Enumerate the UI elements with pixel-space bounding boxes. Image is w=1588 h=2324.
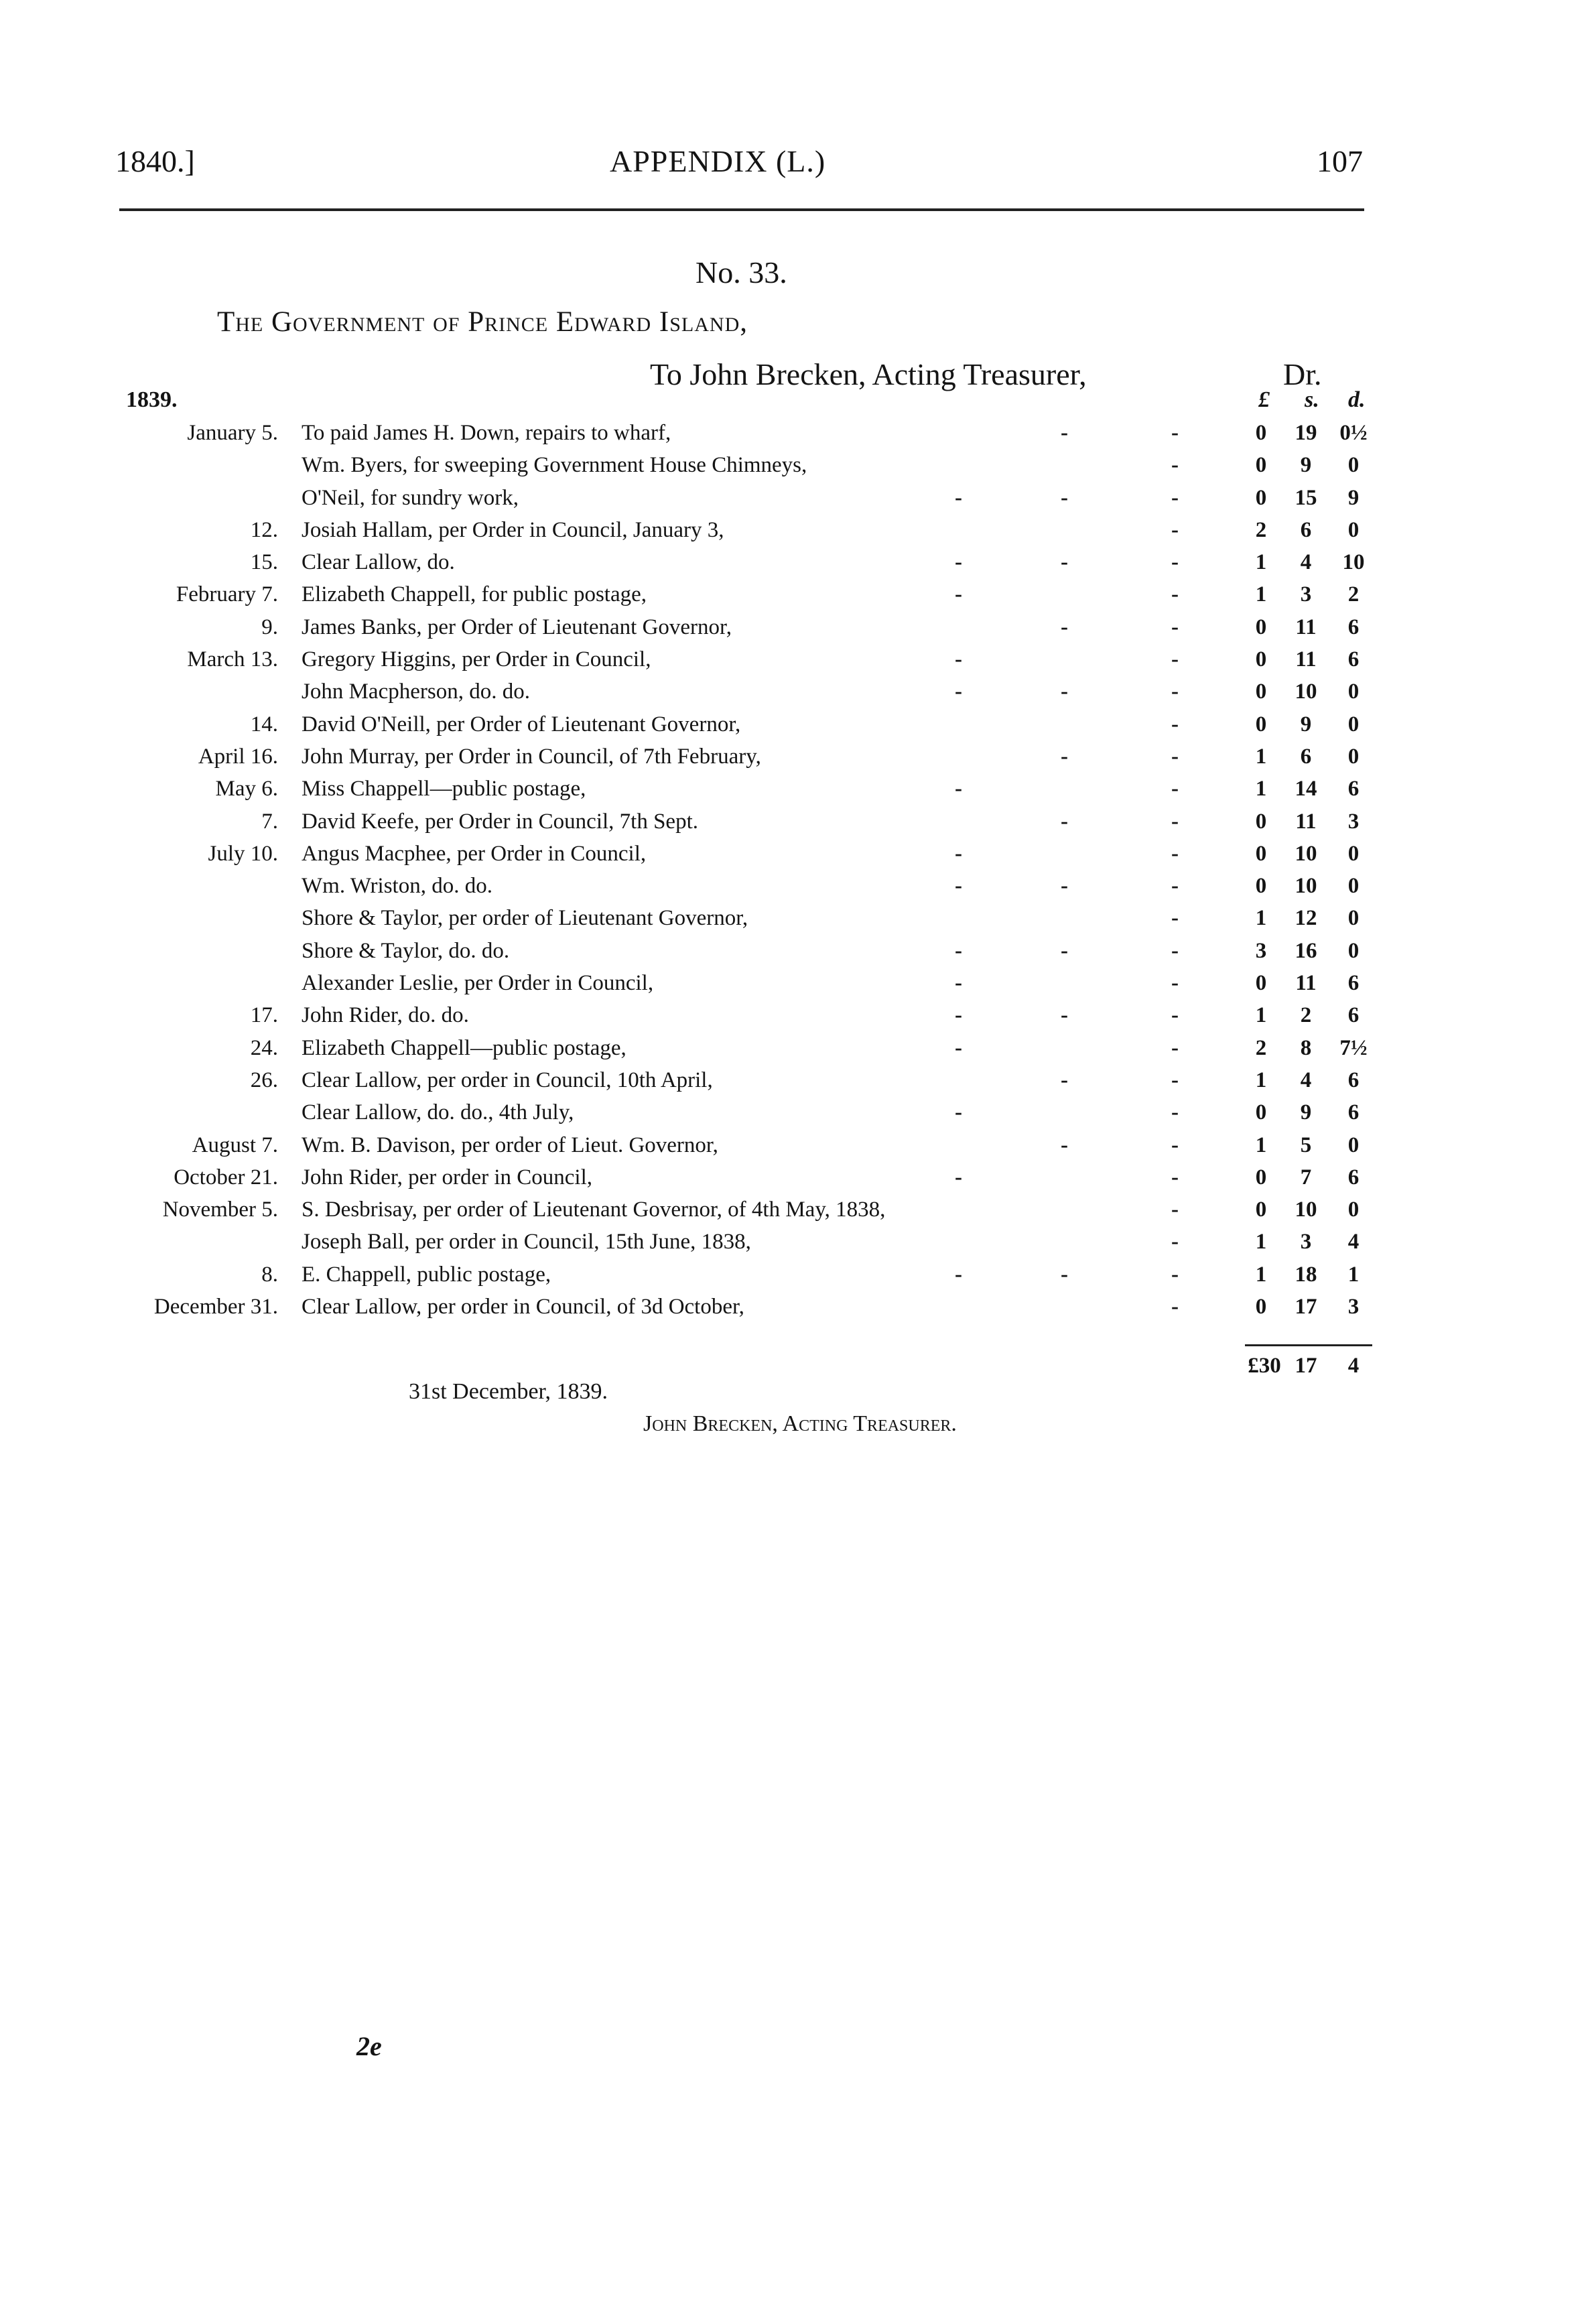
ledger-row xyxy=(0,1263,1588,1295)
entry-description: Gregory Higgins, per Order in Council, xyxy=(302,647,651,672)
leader-dash: - xyxy=(1061,615,1068,639)
entry-pence: 6 xyxy=(1347,1165,1360,1189)
entry-pence: 6 xyxy=(1347,1100,1360,1125)
entry-date: 14. xyxy=(250,712,278,736)
entry-shillings: 4 xyxy=(1300,1068,1312,1092)
entry-description: E. Chappell, public postage, xyxy=(302,1262,551,1287)
leader-dash: - xyxy=(955,1165,962,1189)
entry-date: October 21. xyxy=(174,1165,278,1189)
leader-dash: - xyxy=(1061,485,1068,510)
leader-dash: - xyxy=(955,485,962,510)
leader-dash: - xyxy=(1061,809,1068,834)
ledger-row xyxy=(0,1003,1588,1035)
entry-description: Alexander Leslie, per Order in Council, xyxy=(302,971,654,996)
pence-header: d. xyxy=(1348,387,1366,412)
leader-dash: - xyxy=(1171,1198,1179,1222)
entry-description: David Keefe, per Order in Council, 7th Sept. xyxy=(302,809,699,834)
leader-dash: - xyxy=(955,582,962,607)
entry-description: Miss Chappell—public postage, xyxy=(302,777,586,801)
entry-pence: 6 xyxy=(1347,647,1360,672)
shillings-header: s. xyxy=(1305,387,1319,412)
entry-pounds: 0 xyxy=(1255,874,1267,899)
entry-pence: 4 xyxy=(1347,1230,1360,1254)
entry-shillings: 9 xyxy=(1300,712,1312,736)
entry-pence: 0 xyxy=(1347,938,1360,963)
leader-dash: - xyxy=(955,550,962,575)
entry-pounds: 1 xyxy=(1255,1068,1267,1092)
entry-description: Wm. Wriston, do. do. xyxy=(302,874,492,899)
leader-dash: - xyxy=(1171,938,1179,963)
leader-dash: - xyxy=(955,874,962,899)
entry-date: August 7. xyxy=(192,1133,278,1157)
entry-date: January 5. xyxy=(187,421,278,445)
entry-pounds: 0 xyxy=(1255,647,1267,672)
leader-dash: - xyxy=(1171,712,1179,736)
entry-description: John Rider, do. do. xyxy=(302,1003,469,1028)
entry-pounds: 0 xyxy=(1255,453,1267,478)
ledger-row xyxy=(0,971,1588,1003)
leader-dash: - xyxy=(1171,615,1179,639)
entry-pounds: 0 xyxy=(1255,841,1267,866)
entry-description: Elizabeth Chappell—public postage, xyxy=(302,1035,626,1060)
leader-dash: - xyxy=(1171,1068,1179,1092)
running-head-year: 1840.] xyxy=(115,144,195,178)
entry-description: Shore & Taylor, do. do. xyxy=(302,938,510,963)
leader-dash: - xyxy=(955,841,962,866)
leader-dash: - xyxy=(1061,744,1068,769)
ledger-row xyxy=(0,939,1588,971)
entry-pounds: 2 xyxy=(1255,517,1267,542)
ledger-entries xyxy=(0,421,1588,1327)
entry-pence: 0 xyxy=(1347,517,1360,542)
entry-pounds: 1 xyxy=(1255,1262,1267,1287)
entry-date: 15. xyxy=(250,550,278,575)
leader-dash: - xyxy=(1171,841,1179,866)
entry-pence: 0 xyxy=(1347,874,1360,899)
ledger-row xyxy=(0,486,1588,518)
leader-dash: - xyxy=(1171,809,1179,834)
leader-dash: - xyxy=(1061,550,1068,575)
entry-pence: 0 xyxy=(1347,841,1360,866)
entry-pounds: 1 xyxy=(1255,1133,1267,1157)
entry-description: Elizabeth Chappell, for public postage, xyxy=(302,582,647,607)
total-pence: 4 xyxy=(1347,1354,1360,1378)
ledger-row xyxy=(0,842,1588,874)
entry-pounds: 1 xyxy=(1255,906,1267,931)
entry-shillings: 19 xyxy=(1295,421,1317,445)
entry-shillings: 11 xyxy=(1295,647,1317,672)
leader-dash: - xyxy=(1061,1003,1068,1028)
entry-pounds: 0 xyxy=(1255,712,1267,736)
entry-pounds: 0 xyxy=(1255,680,1267,704)
entry-pounds: 1 xyxy=(1255,777,1267,801)
entry-date: 7. xyxy=(261,809,278,834)
entry-date: 9. xyxy=(261,615,278,639)
leader-dash: - xyxy=(1171,582,1179,607)
ledger-row xyxy=(0,615,1588,647)
entry-pence: 0 xyxy=(1347,680,1360,704)
leader-dash: - xyxy=(1171,485,1179,510)
leader-dash: - xyxy=(1061,1068,1068,1092)
total-rule xyxy=(1245,1344,1372,1346)
entry-description: John Macpherson, do. do. xyxy=(302,680,530,704)
ledger-row xyxy=(0,1133,1588,1165)
entry-date: April 16. xyxy=(198,744,278,769)
closing-date: 31st December, 1839. xyxy=(409,1379,608,1404)
entry-pence: 1 xyxy=(1347,1262,1360,1287)
entry-description: John Murray, per Order in Council, of 7th February, xyxy=(302,744,761,769)
sheet-signature-mark: 2e xyxy=(356,2031,382,2061)
entry-shillings: 11 xyxy=(1295,809,1317,834)
leader-dash: - xyxy=(1171,971,1179,996)
leader-dash: - xyxy=(1171,744,1179,769)
leader-dash: - xyxy=(1171,1035,1179,1060)
entry-pence: 6 xyxy=(1347,615,1360,639)
leader-dash: - xyxy=(955,647,962,672)
entry-description: James Banks, per Order of Lieutenant Governor, xyxy=(302,615,732,639)
entry-pounds: 1 xyxy=(1255,1230,1267,1254)
entry-shillings: 15 xyxy=(1295,485,1317,510)
entry-pounds: 0 xyxy=(1255,421,1267,445)
entry-shillings: 7 xyxy=(1300,1165,1312,1189)
entry-shillings: 16 xyxy=(1295,938,1317,963)
leader-dash: - xyxy=(1171,680,1179,704)
total-row xyxy=(0,1354,1588,1380)
entry-pence: 3 xyxy=(1347,1295,1360,1319)
leader-dash: - xyxy=(1171,1262,1179,1287)
entry-pence: 6 xyxy=(1347,1068,1360,1092)
ledger-row xyxy=(0,582,1588,615)
entry-description: S. Desbrisay, per order of Lieutenant Governor, of 4th May, 1838, xyxy=(302,1198,886,1222)
leader-dash: - xyxy=(1171,874,1179,899)
entry-shillings: 10 xyxy=(1295,680,1317,704)
entry-date: March 13. xyxy=(187,647,278,672)
entry-shillings: 6 xyxy=(1300,517,1312,542)
entry-shillings: 6 xyxy=(1300,744,1312,769)
entry-date: May 6. xyxy=(215,777,278,801)
leader-dash: - xyxy=(1171,1003,1179,1028)
entry-shillings: 9 xyxy=(1300,453,1312,478)
entry-shillings: 10 xyxy=(1295,841,1317,866)
entry-date: February 7. xyxy=(176,582,278,607)
ledger-row xyxy=(0,906,1588,938)
entry-shillings: 3 xyxy=(1300,1230,1312,1254)
entry-pounds: 0 xyxy=(1255,615,1267,639)
ledger-row xyxy=(0,1165,1588,1198)
entry-shillings: 2 xyxy=(1300,1003,1312,1028)
entry-pounds: 1 xyxy=(1255,1003,1267,1028)
entry-pence: 0½ xyxy=(1339,421,1368,445)
entry-shillings: 10 xyxy=(1295,874,1317,899)
leader-dash: - xyxy=(955,1003,962,1028)
ledger-row xyxy=(0,777,1588,809)
entry-pounds: 0 xyxy=(1255,1198,1267,1222)
page-number: 107 xyxy=(1317,144,1363,178)
entry-pounds: 2 xyxy=(1255,1035,1267,1060)
ledger-row xyxy=(0,518,1588,550)
leader-dash: - xyxy=(955,938,962,963)
entry-pence: 0 xyxy=(1347,744,1360,769)
total-pounds: £30 xyxy=(1248,1354,1281,1378)
total-shillings: 17 xyxy=(1295,1354,1317,1378)
entry-pounds: 0 xyxy=(1255,485,1267,510)
entry-pence: 0 xyxy=(1347,906,1360,931)
leader-dash: - xyxy=(1171,421,1179,445)
leader-dash: - xyxy=(1171,1295,1179,1319)
entry-date: 8. xyxy=(261,1262,278,1287)
leader-dash: - xyxy=(955,680,962,704)
entry-pence: 0 xyxy=(1347,1198,1360,1222)
leader-dash: - xyxy=(1171,777,1179,801)
entry-shillings: 3 xyxy=(1300,582,1312,607)
entry-date: 26. xyxy=(250,1068,278,1092)
entry-shillings: 5 xyxy=(1300,1133,1312,1157)
entry-description: Wm. Byers, for sweeping Government House Chimneys, xyxy=(302,453,807,478)
ledger-row xyxy=(0,453,1588,485)
leader-dash: - xyxy=(1171,1100,1179,1125)
entry-pounds: 0 xyxy=(1255,1165,1267,1189)
entry-description: O'Neil, for sundry work, xyxy=(302,485,519,510)
entry-date: November 5. xyxy=(162,1198,278,1222)
leader-dash: - xyxy=(1171,1133,1179,1157)
entry-shillings: 12 xyxy=(1295,906,1317,931)
entry-description: Wm. B. Davison, per order of Lieut. Governor, xyxy=(302,1133,718,1157)
ledger-row xyxy=(0,745,1588,777)
leader-dash: - xyxy=(1171,647,1179,672)
leader-dash: - xyxy=(1171,1165,1179,1189)
leader-dash: - xyxy=(1171,517,1179,542)
entry-pounds: 1 xyxy=(1255,550,1267,575)
leader-dash: - xyxy=(1171,453,1179,478)
entry-pounds: 0 xyxy=(1255,1100,1267,1125)
entry-shillings: 9 xyxy=(1300,1100,1312,1125)
entry-description: Clear Lallow, do. xyxy=(302,550,455,575)
entry-description: Josiah Hallam, per Order in Council, January 3, xyxy=(302,517,724,542)
entry-shillings: 8 xyxy=(1300,1035,1312,1060)
leader-dash: - xyxy=(955,1100,962,1125)
ledger-row xyxy=(0,1295,1588,1327)
leader-dash: - xyxy=(955,971,962,996)
ledger-row xyxy=(0,1068,1588,1100)
entry-description: Angus Macphee, per Order in Council, xyxy=(302,841,647,866)
entry-description: John Rider, per order in Council, xyxy=(302,1165,593,1189)
entry-pence: 6 xyxy=(1347,971,1360,996)
ledger-row xyxy=(0,1230,1588,1262)
debit-label: Dr. xyxy=(1283,357,1322,391)
entry-pounds: 3 xyxy=(1255,938,1267,963)
ledger-row xyxy=(0,810,1588,842)
signature-line: John Brecken, Acting Treasurer. xyxy=(643,1411,957,1436)
leader-dash: - xyxy=(1061,421,1068,445)
ledger-row xyxy=(0,550,1588,582)
entry-description: Clear Lallow, per order in Council, of 3d October, xyxy=(302,1295,744,1319)
entry-description: Clear Lallow, per order in Council, 10th April, xyxy=(302,1068,713,1092)
entry-shillings: 11 xyxy=(1295,615,1317,639)
entry-date: July 10. xyxy=(208,841,278,866)
leader-dash: - xyxy=(1061,680,1068,704)
ledger-row xyxy=(0,874,1588,906)
entry-shillings: 14 xyxy=(1295,777,1317,801)
entry-pence: 7½ xyxy=(1339,1035,1368,1060)
leader-dash: - xyxy=(1171,550,1179,575)
leader-dash: - xyxy=(1171,1230,1179,1254)
leader-dash: - xyxy=(955,1035,962,1060)
entry-description: To paid James H. Down, repairs to wharf, xyxy=(302,421,671,445)
entry-pence: 3 xyxy=(1347,809,1360,834)
payee-line xyxy=(650,357,1087,392)
entry-pence: 6 xyxy=(1347,777,1360,801)
ledger-row xyxy=(0,1100,1588,1133)
entry-date: December 31. xyxy=(153,1295,278,1319)
entry-shillings: 10 xyxy=(1295,1198,1317,1222)
entry-description: Shore & Taylor, per order of Lieutenant Governor, xyxy=(302,906,748,931)
leader-dash: - xyxy=(1171,906,1179,931)
entry-shillings: 17 xyxy=(1295,1295,1317,1319)
entry-description: Joseph Ball, per order in Council, 15th June, 1838, xyxy=(302,1230,751,1254)
account-year: 1839. xyxy=(126,387,178,412)
entry-pounds: 0 xyxy=(1255,1295,1267,1319)
entry-pence: 0 xyxy=(1347,712,1360,736)
running-head-title: APPENDIX (L.) xyxy=(610,144,826,178)
entry-pence: 10 xyxy=(1342,550,1365,575)
entry-shillings: 11 xyxy=(1295,971,1317,996)
leader-dash: - xyxy=(955,777,962,801)
leader-dash: - xyxy=(1061,1133,1068,1157)
ledger-row xyxy=(0,1198,1588,1230)
ledger-row xyxy=(0,680,1588,712)
entry-shillings: 18 xyxy=(1295,1262,1317,1287)
entry-date: 12. xyxy=(250,517,278,542)
pounds-header: £ xyxy=(1258,387,1270,412)
ledger-row xyxy=(0,421,1588,453)
entry-pence: 0 xyxy=(1347,453,1360,478)
ledger-row xyxy=(0,1036,1588,1068)
leader-dash: - xyxy=(955,1262,962,1287)
entry-description: Clear Lallow, do. do., 4th July, xyxy=(302,1100,574,1125)
leader-dash: - xyxy=(1061,1262,1068,1287)
entry-pounds: 1 xyxy=(1255,582,1267,607)
entry-date: 24. xyxy=(250,1035,278,1060)
ledger-row xyxy=(0,712,1588,745)
addressee-line: The Government of Prince Edward Island, xyxy=(217,306,748,338)
entry-pounds: 0 xyxy=(1255,971,1267,996)
entry-pence: 2 xyxy=(1347,582,1360,607)
entry-pence: 6 xyxy=(1347,1003,1360,1028)
entry-description: David O'Neill, per Order of Lieutenant Governor, xyxy=(302,712,741,736)
leader-dash: - xyxy=(1061,938,1068,963)
entry-date: 17. xyxy=(250,1003,278,1028)
ledger-row xyxy=(0,647,1588,680)
payee-text: To John Brecken, Acting Treasurer, xyxy=(650,357,1087,391)
leader-dash: - xyxy=(1061,874,1068,899)
entry-pence: 9 xyxy=(1347,485,1360,510)
entry-pence: 0 xyxy=(1347,1133,1360,1157)
document-number: No. 33. xyxy=(696,255,787,289)
header-rule xyxy=(119,208,1364,211)
entry-pounds: 0 xyxy=(1255,809,1267,834)
entry-shillings: 4 xyxy=(1300,550,1312,575)
entry-pounds: 1 xyxy=(1255,744,1267,769)
